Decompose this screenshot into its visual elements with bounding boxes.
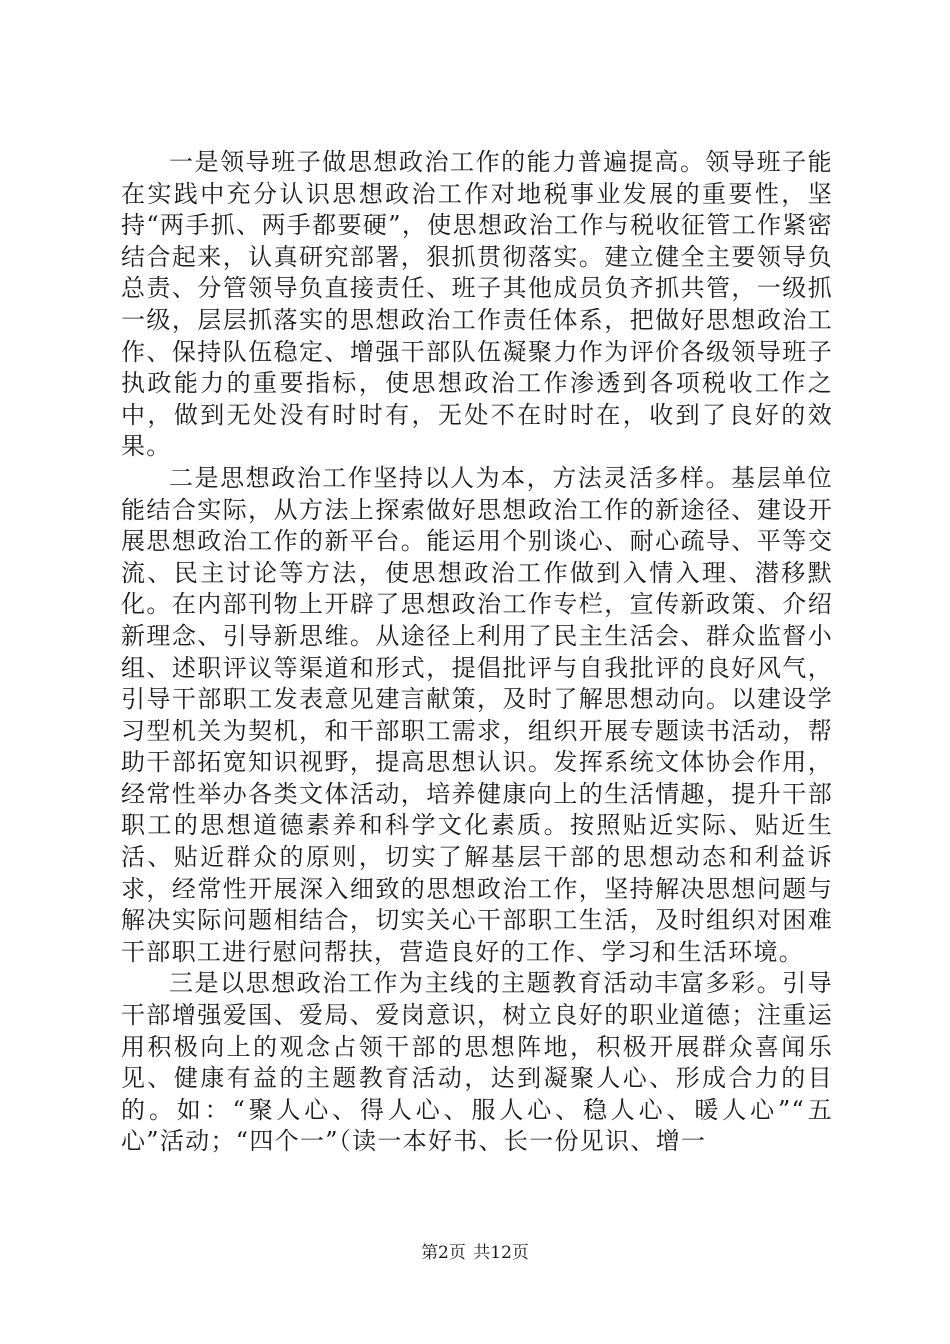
page-number: 第2页: [421, 1243, 466, 1263]
document-body: [121, 147, 833, 1158]
paragraph-2: 二是思想政治工作坚持以人为本，方法灵活多样。基层单位能结合实际，从方法上探索做好思想政治工作的新途径、建设开展思想政治工作的新平台。能运用个别谈心、耐心疏导、平等交流、民主讨论等方法，使思想政治工作做到入情入理、潜移默化。在内部刊物上开辟了思想政治工作专栏，宣传新政策、介绍新理念、引导新思维。从途径上利用了民主生活会、群众监督小组、述职评议等渠道和形式，提倡批评与自我批评的良好风气，引导干部职工发表意见建言献策，及时了解思想动向。以建设学习型机关为契机，和干部职工需求，组织开展专题读书活动，帮助干部拓宽知识视野，提高思想认识。发挥系统文体协会作用，经常性举办各类文体活动，培养健康向上的生活情趣，提升干部职工的思想道德素养和科学文化素质。按照贴近实际、贴近生活、贴近群众的原则，切实了解基层干部的思想动态和利益诉求，经常性开展深入细致的思想政治工作，坚持解决思想问题与解决实际问题相结合，切实关心干部职工生活，及时组织对困难干部职工进行慰问帮扶，营造良好的工作、学习和生活环境。: [121, 463, 833, 966]
paragraph-3: 三是以思想政治工作为主线的主题教育活动丰富多彩。引导干部增强爱国、爱局、爱岗意识，树立良好的职业道德；注重运用积极向上的观念占领干部的思想阵地，积极开展群众喜闻乐见、健康有益的主题教育活动，达到凝聚人心、形成合力的目的。如：“聚人心、得人心、服人心、稳人心、暖人心”“五心”活动；“四个一”（读一本好书、长一份见识、增一: [121, 969, 833, 1156]
paragraph-1: 一是领导班子做思想政治工作的能力普遍提高。领导班子能在实践中充分认识思想政治工作对地税事业发展的重要性，坚持“两手抓、两手都要硬”，使思想政治工作与税收征管工作紧密结合起来，认真研究部署，狠抓贯彻落实。建立健全主要领导负总责、分管领导负直接责任、班子其他成员负齐抓共管，一级抓一级，层层抓落实的思想政治工作责任体系，把做好思想政治工作、保持队伍稳定、增强干部队伍凝聚力作为评价各级领导班子执政能力的重要指标，使思想政治工作渗透到各项税收工作之中，做到无处没有时时有，无处不在时时在，收到了良好的效果。: [121, 148, 833, 461]
page-total: 共12页: [473, 1243, 529, 1263]
page-footer: [0, 1238, 950, 1263]
